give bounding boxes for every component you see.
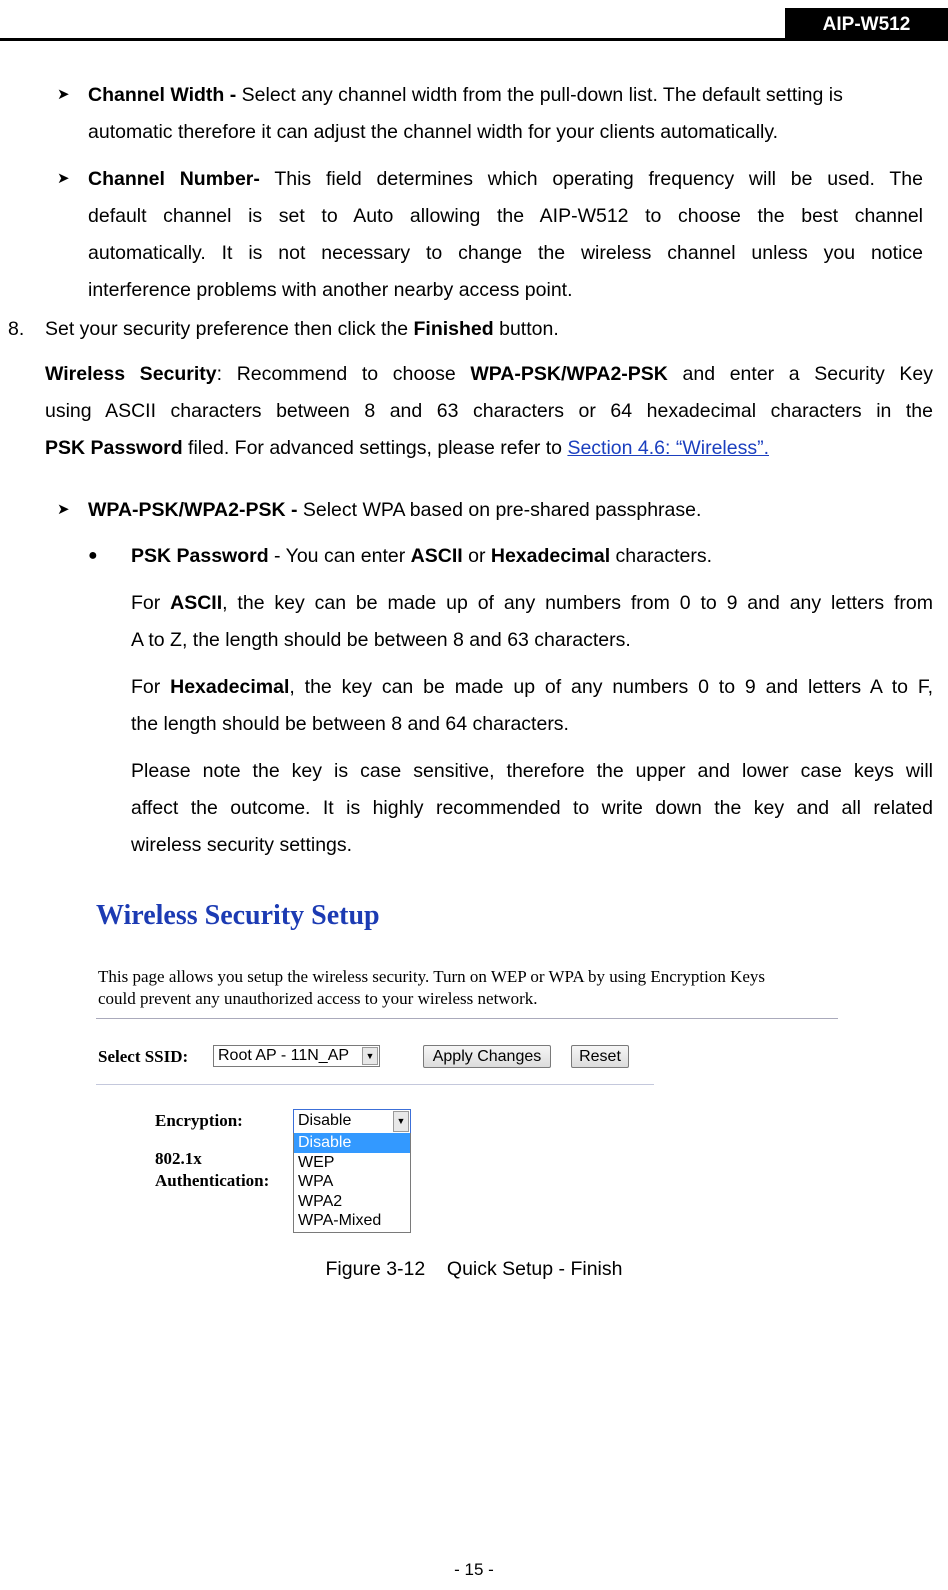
psk-text: characters. — [610, 545, 712, 567]
channel-number-term: Channel Number- — [88, 168, 260, 190]
hex-bold: Hexadecimal — [170, 676, 290, 698]
hex-text: , the key can be made up of any numbers 0 to 9 and letters A to F, — [289, 676, 934, 698]
encryption-options[interactable] — [293, 1133, 411, 1233]
wireless-security-text: filed. For advanced settings, please refer to — [182, 437, 568, 459]
step-8-after: button. — [493, 318, 559, 340]
wireless-security-mode: WPA-PSK/WPA2-PSK — [470, 363, 668, 385]
channel-number-line2: default channel is set to Auto allowing the AIP-W512 to choose the best channel — [88, 205, 923, 227]
option-wpa-mixed[interactable]: WPA-Mixed — [298, 1212, 382, 1230]
channel-number-line3: automatically. It is not necessary to change the wireless channel unless you notice — [88, 242, 923, 264]
chevron-down-icon[interactable]: ▼ — [393, 1111, 409, 1132]
psk-text: or — [462, 545, 491, 567]
figure-desc-line2: could prevent any unauthorized access to your wireless network. — [98, 989, 538, 1008]
step-number: 8. — [8, 318, 25, 340]
step-8-text — [45, 317, 559, 341]
ascii-for: For — [131, 592, 171, 614]
wireless-security-line2: using ASCII characters between 8 and 63 characters or 64 hexadecimal characters in the — [45, 400, 933, 422]
channel-number-line4: interference problems with another nearby access point. — [88, 279, 573, 301]
apply-changes-button[interactable]: Apply Changes — [423, 1045, 551, 1068]
note-line3: wireless security settings. — [131, 834, 353, 856]
psk-term: PSK Password — [131, 545, 269, 567]
channel-width-term: Channel Width - — [88, 84, 237, 106]
psk-hex: Hexadecimal — [490, 545, 611, 567]
step-8-before: Set your security preference then click the — [45, 318, 414, 340]
option-wpa[interactable]: WPA — [298, 1173, 334, 1191]
channel-width-line1 — [88, 83, 843, 107]
chevron-down-icon[interactable]: ▼ — [362, 1047, 378, 1065]
option-wpa2[interactable]: WPA2 — [298, 1192, 343, 1210]
figure-desc-line1: This page allows you setup the wireless security. Turn on WEP or WPA by using Encryption Keys — [98, 967, 766, 986]
divider — [96, 1018, 838, 1019]
channel-width-text: Select any channel width from the pull-down list. The default setting is — [236, 84, 843, 106]
psk-text: - You can enter — [268, 545, 411, 567]
wpa-term: WPA-PSK/WPA2-PSK - — [88, 499, 298, 521]
wireless-security-term: Wireless Security — [45, 363, 217, 385]
divider — [96, 1084, 654, 1085]
wireless-security-text: : Recommend to choose — [216, 363, 471, 385]
figure-title: Wireless Security Setup — [96, 900, 380, 931]
psk-ascii: ASCII — [410, 545, 463, 567]
wireless-security-line1 — [45, 362, 933, 386]
hex-line2: the length should be between 8 and 64 characters. — [131, 713, 569, 735]
auth-label-line2: Authentication: — [155, 1171, 270, 1190]
hex-line1 — [131, 675, 933, 699]
option-disable[interactable]: Disable — [294, 1133, 410, 1153]
bullet-arrow-icon: ➤ — [57, 86, 70, 103]
channel-width-line2: automatic therefore it can adjust the channel width for your clients automatically. — [88, 121, 779, 143]
option-wep[interactable]: WEP — [298, 1153, 335, 1171]
ascii-bold: ASCII — [170, 592, 223, 614]
channel-number-line1 — [88, 167, 923, 191]
wireless-security-screenshot — [96, 900, 856, 1250]
wpa-text: Select WPA based on pre-shared passphrase. — [297, 499, 702, 521]
page-number: - 15 - — [454, 1560, 494, 1579]
wireless-security-text: and enter a Security Key — [667, 363, 933, 385]
psk-password-term: PSK Password — [45, 437, 183, 459]
ssid-select[interactable] — [213, 1045, 380, 1067]
reset-button[interactable]: Reset — [571, 1045, 629, 1068]
ssid-label: Select SSID: — [98, 1047, 189, 1066]
figure-caption: Figure 3-12 Quick Setup - Finish — [325, 1258, 623, 1280]
encryption-label: Encryption: — [155, 1111, 243, 1130]
bullet-arrow-icon: ➤ — [57, 501, 70, 518]
note-line1: Please note the key is case sensitive, therefore the upper and lower case keys will — [131, 760, 933, 782]
ascii-line1 — [131, 591, 933, 615]
ssid-value: Root AP - 11N_AP — [218, 1047, 350, 1064]
bullet-arrow-icon: ➤ — [57, 170, 70, 187]
channel-number-text: This field determines which operating frequency will be used. The — [259, 168, 923, 190]
ascii-line2: A to Z, the length should be between 8 and 63 characters. — [131, 629, 631, 651]
encryption-select[interactable] — [293, 1109, 411, 1134]
step-8-bold: Finished — [413, 318, 494, 340]
psk-line — [131, 544, 712, 568]
figure-description — [98, 966, 765, 1010]
wireless-security-line3 — [45, 436, 769, 460]
wpa-bullet-line — [88, 498, 701, 522]
bullet-dot-icon: ● — [88, 547, 98, 564]
encryption-value: Disable — [298, 1112, 352, 1129]
auth-label-line1: 802.1x — [155, 1149, 202, 1168]
ascii-text: , the key can be made up of any numbers from 0 to 9 and any letters from — [222, 592, 933, 614]
section-link[interactable]: Section 4.6: “Wireless”. — [567, 437, 769, 459]
model-tab: AIP-W512 — [785, 8, 948, 41]
note-line2: affect the outcome. It is highly recommended to write down the key and all related — [131, 797, 933, 819]
hex-for: For — [131, 676, 171, 698]
